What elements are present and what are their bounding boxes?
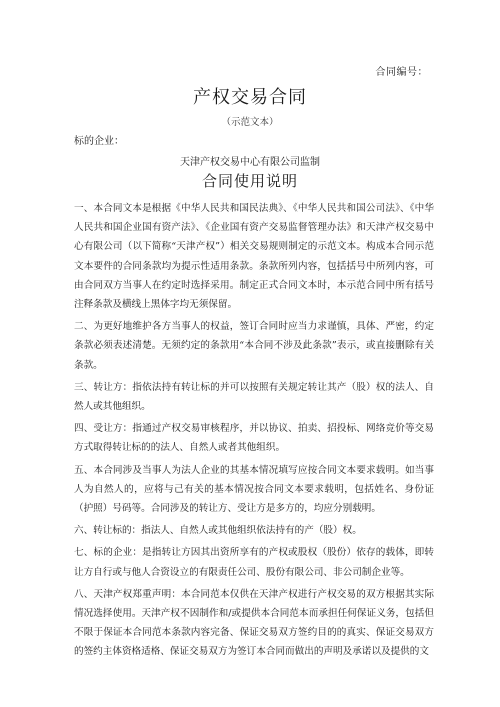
instruction-paragraph-8: 八、天津产权郑重声明：本合同范本仅供在天津产权进行产权交易的双方根据其实际情况选择使用。天津产权不因制作和/或提供本合同范本而承担任何保证义务，包括但不限于保证本合同范本条款内容完备、保证交易双方签约目的的真实、保证交易双方的签约主体资格适格、保证交易双方为签订本合同而做出的声明及承诺以及提供的文 <box>74 588 434 658</box>
instruction-paragraph-5: 五、本合同涉及当事人为法人企业的其基本情况填写应按合同文本要求载明。如当事人为自然人的，应将与己有关的基本情况按合同文本要求载明，包括姓名、身份证（护照）号码等。合同涉及的转让方、受让方是多方的，均应分别载明。 <box>74 464 434 515</box>
instruction-paragraph-3: 三、转让方：指依法持有转让标的并可以按照有关规定转让其产（股）权的法人、自然人或其他组织。 <box>74 381 434 413</box>
document-subtitle: （示范文本） <box>221 117 279 128</box>
instruction-paragraph-6: 六、转让标的：指法人、自然人或其他组织依法持有的产（股）权。 <box>74 525 362 537</box>
subject-company-label: 标的企业： <box>74 136 124 147</box>
instruction-paragraph-1: 一、本合同文本是根据《中华人民共和国民法典》、《中华人民共和国公司法》、《中华人民共和国企业国有资产法》、《企业国有资产交易监督管理办法》和天津产权交易中心有限公司（以下简称“天津产权”）相关交易规则制定的示范文本。构成本合同示范文本要件的合同条款均为提示性适用条款。条款所列内容，包括括号中所列内容，可由合同双方当事人在约定时选择采用。制定正式合同文本时，本示范合同中所有括号注释条款及横线上黑体字均无须保留。 <box>74 203 434 311</box>
instruction-paragraph-7: 七、标的企业：是指转让方因其出资所享有的产权或股权（股份）依存的载体，即转让方自行或与他人合资设立的有限责任公司、股份有限公司、非公司制企业等。 <box>74 547 434 578</box>
instruction-paragraph-4: 四、受让方：指通过产权交易审核程序，并以协议、拍卖、招投标、网络竞价等交易方式取得转让标的的法人、自然人或者其他组织。 <box>74 423 434 454</box>
usage-instructions-title: 合同使用说明 <box>201 172 298 190</box>
contract-number-label: 合同编号： <box>375 67 428 78</box>
document-title: 产权交易合同 <box>193 87 307 108</box>
supervision-line: 天津产权交易中心有限公司监制 <box>180 157 320 168</box>
instruction-paragraph-2: 二、为更好地维护各方当事人的权益，签订合同时应当力求谨慎，具体、严密，约定条款必须表述清楚。无须约定的条款用“本合同不涉及此条款”表示，或直接删除有关条款。 <box>74 321 434 371</box>
usage-instructions-body <box>74 199 434 665</box>
